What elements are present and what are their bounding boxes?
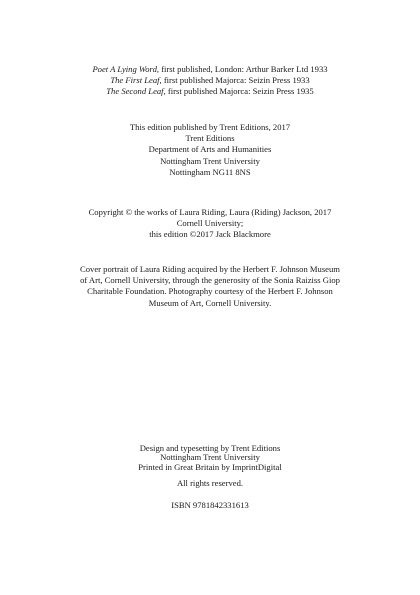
publication-line [20,86,400,97]
publication-details: , first published Majorca: Seizin Press 1933 [159,75,310,86]
publisher-institution: Nottingham Trent University [160,155,260,166]
edition-statement: This edition published by Trent Editions, 2017 [129,122,291,132]
publication-title: The Second Leaf [106,86,164,97]
cover-credit-line: Cover portrait of Laura Riding acquired by the Herbert F. Johnson Museum [80,264,340,274]
publisher-name: Trent Editions [185,133,235,144]
publication-line [20,64,400,75]
rights-text: All rights reserved. [176,478,244,488]
cover-credit [20,264,400,309]
design-credit: Design and typesetting by Trent Editions [139,443,281,453]
cover-credit-line: Charitable Foundation. Photography courtesy of the Herbert F. Johnson [87,286,333,297]
cover-credit-line: Museum of Art, Cornell University. [148,297,272,308]
isbn [20,500,400,511]
edition-info [20,122,400,178]
isbn-text: ISBN 9781842331613 [171,500,249,510]
publication-title: The First Leaf [110,75,160,86]
publication-details: , first published Majorca: Seizin Press 1935 [163,86,314,97]
publication-details: , first published, London: Arthur Barker Ltd 1933 [156,64,328,74]
publisher-department: Department of Arts and Humanities [148,144,272,155]
copyright-notice [20,207,400,241]
printer-credit: Printed in Great Britain by ImprintDigital [138,461,282,472]
copyright-line: Copyright © the works of Laura Riding, Laura (Riding) Jackson, 2017 [88,207,332,217]
copyright-line: Cornell University; [176,218,244,229]
publication-line [20,75,400,86]
publication-title: Poet A Lying Word [92,64,157,74]
production-credits [20,444,400,472]
first-publications-list [20,64,400,98]
design-institution: Nottingham Trent University [160,452,260,463]
publisher-address: Nottingham NG11 8NS [169,166,251,177]
cover-credit-line: of Art, Cornell University, through the generosity of the Sonia Raiziss Giop [80,275,340,286]
copyright-line: this edition ©2017 Jack Blackmore [149,229,271,240]
rights-statement [20,478,400,489]
